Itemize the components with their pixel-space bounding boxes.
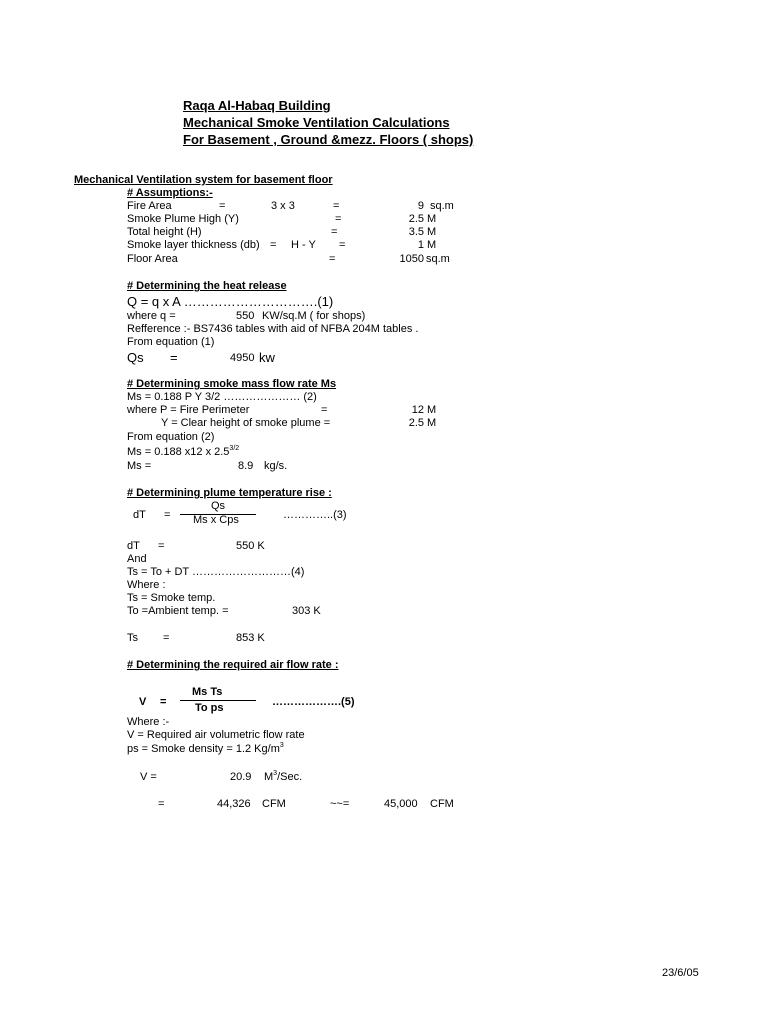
approx-sign: ~~= [330, 798, 350, 810]
ms-calc [127, 446, 239, 459]
smoke-layer-label: Smoke layer thickness (db) [127, 239, 260, 251]
y-label: Y = Clear height of smoke plume = [161, 417, 331, 429]
ts-equation: Ts = To + DT ………………………(4) [127, 566, 305, 578]
ms-result-label: Ms = [127, 460, 152, 472]
ms-result-unit: kg/s. [264, 460, 288, 472]
fire-area-expr: 3 x 3 [271, 200, 295, 212]
from-equation-1: From equation (1) [127, 336, 215, 348]
assumptions-heading: # Assumptions:- [127, 187, 213, 199]
fire-area-unit: sq.m [430, 200, 454, 212]
floor-area-label: Floor Area [127, 253, 178, 265]
dt-eq-ref: …………..(3) [283, 509, 347, 521]
y-unit: M [427, 417, 437, 429]
where-q-label: where q = [127, 310, 176, 322]
smoke-layer-unit: M [427, 239, 437, 251]
v-result-unit [264, 771, 302, 784]
to-value: 303 K [292, 605, 321, 617]
ps-definition [127, 743, 284, 756]
section-heading: Mechanical Ventilation system for basement floor [74, 174, 333, 186]
v-numerator: Ms Ts [192, 686, 223, 698]
qs-unit: kw [259, 350, 275, 365]
cfm-unit: CFM [262, 798, 286, 810]
ms-calc-exponent: 3/2 [229, 445, 240, 452]
dt-label: dT [133, 509, 146, 521]
cfm-value: 44,326 [217, 798, 251, 810]
plume-high-value: 2.5 [408, 213, 424, 225]
air-where-text: Where :- [127, 716, 170, 728]
ts-result-eq: = [163, 632, 170, 644]
qs-label: Qs [127, 350, 144, 365]
q-unit: KW/sq.M ( for shops) [262, 310, 366, 322]
smoke-layer-mid-eq: = [270, 239, 277, 251]
document-title-line2: Mechanical Smoke Ventilation Calculations [183, 115, 450, 130]
v-result-value: 20.9 [230, 771, 252, 783]
v-result-unit-rest: /Sec. [277, 771, 303, 783]
floor-area-unit: sq.m [426, 253, 450, 265]
heat-release-heading: # Determining the heat release [127, 280, 287, 292]
v-eq: = [160, 696, 167, 708]
p-eq: = [321, 404, 328, 416]
qs-value: 4950 [230, 352, 255, 364]
smoke-layer-expr: H - Y [291, 239, 316, 251]
v-fraction-bar [180, 700, 256, 701]
v-result-unit-base: M [264, 771, 274, 783]
floor-area-eq: = [329, 253, 336, 265]
ps-exponent: 3 [279, 742, 284, 749]
dt-result-label: dT [127, 540, 140, 552]
ts-result-value: 853 K [236, 632, 265, 644]
where-p-label: where P = Fire Perimeter [127, 404, 250, 416]
p-unit: M [427, 404, 437, 416]
cfm-eq: = [158, 798, 165, 810]
to-definition: To =Ambient temp. = [127, 605, 229, 617]
ps-definition-text: ps = Smoke density = 1.2 Kg/m [127, 743, 280, 755]
dt-eq: = [164, 509, 171, 521]
dt-denominator: Ms x Cps [193, 514, 239, 526]
fire-area-value: 9 [417, 200, 424, 212]
mass-flow-equation: Ms = 0.188 P Y 3/2 ………………… (2) [127, 391, 317, 403]
v-denominator: To ps [195, 702, 224, 714]
y-value: 2.5 [408, 417, 424, 429]
dt-result-value: 550 K [236, 540, 265, 552]
dt-result-eq: = [158, 540, 165, 552]
heat-release-equation: Q = q x A ………………………….(1) [127, 294, 334, 309]
fire-area-eq: = [333, 200, 340, 212]
document-title-line3: For Basement , Ground &mezz. Floors ( shops) [183, 132, 474, 147]
total-height-eq: = [331, 226, 338, 238]
smoke-layer-eq: = [339, 239, 346, 251]
mass-flow-heading: # Determining smoke mass flow rate Ms [127, 378, 337, 390]
plume-temp-heading: # Determining plume temperature rise : [127, 487, 332, 499]
cfm-rounded-value: 45,000 [384, 798, 418, 810]
q-value: 550 [236, 310, 255, 322]
ts-result-label: Ts [127, 632, 138, 644]
ms-result-value: 8.9 [238, 460, 254, 472]
dt-numerator: Qs [211, 500, 226, 512]
air-flow-heading: # Determining the required air flow rate : [127, 659, 339, 671]
fire-area-label: Fire Area [127, 200, 172, 212]
total-height-label: Total height (H) [127, 226, 202, 238]
from-equation-2: From equation (2) [127, 431, 215, 443]
plume-high-eq: = [335, 213, 342, 225]
footer-date: 23/6/05 [662, 967, 699, 979]
plume-high-unit: M [427, 213, 437, 225]
smoke-layer-value: 1 [417, 239, 424, 251]
v-result-label: V = [140, 771, 157, 783]
v-result-exponent: 3 [273, 770, 278, 777]
ts-definition: Ts = Smoke temp. [127, 592, 216, 604]
total-height-value: 3.5 [408, 226, 424, 238]
where-text: Where : [127, 579, 166, 591]
v-label: V [139, 696, 147, 708]
and-text: And [127, 553, 147, 565]
v-definition: V = Required air volumetric flow rate [127, 729, 305, 741]
total-height-unit: M [427, 226, 437, 238]
document-title-line1: Raqa Al-Habaq Building [183, 98, 331, 113]
plume-high-label: Smoke Plume High (Y) [127, 213, 239, 225]
cfm-rounded-unit: CFM [430, 798, 454, 810]
floor-area-value: 1050 [399, 253, 424, 265]
reference-text: Refference :- BS7436 tables with aid of NFBA 204M tables . [127, 323, 419, 335]
p-value: 12 [411, 404, 424, 416]
qs-eq: = [170, 350, 178, 365]
ms-calc-text: Ms = 0.188 x12 x 2.5 [127, 446, 230, 458]
fire-area-mid-eq: = [219, 200, 226, 212]
v-eq-ref: ……………….(5) [272, 696, 355, 708]
